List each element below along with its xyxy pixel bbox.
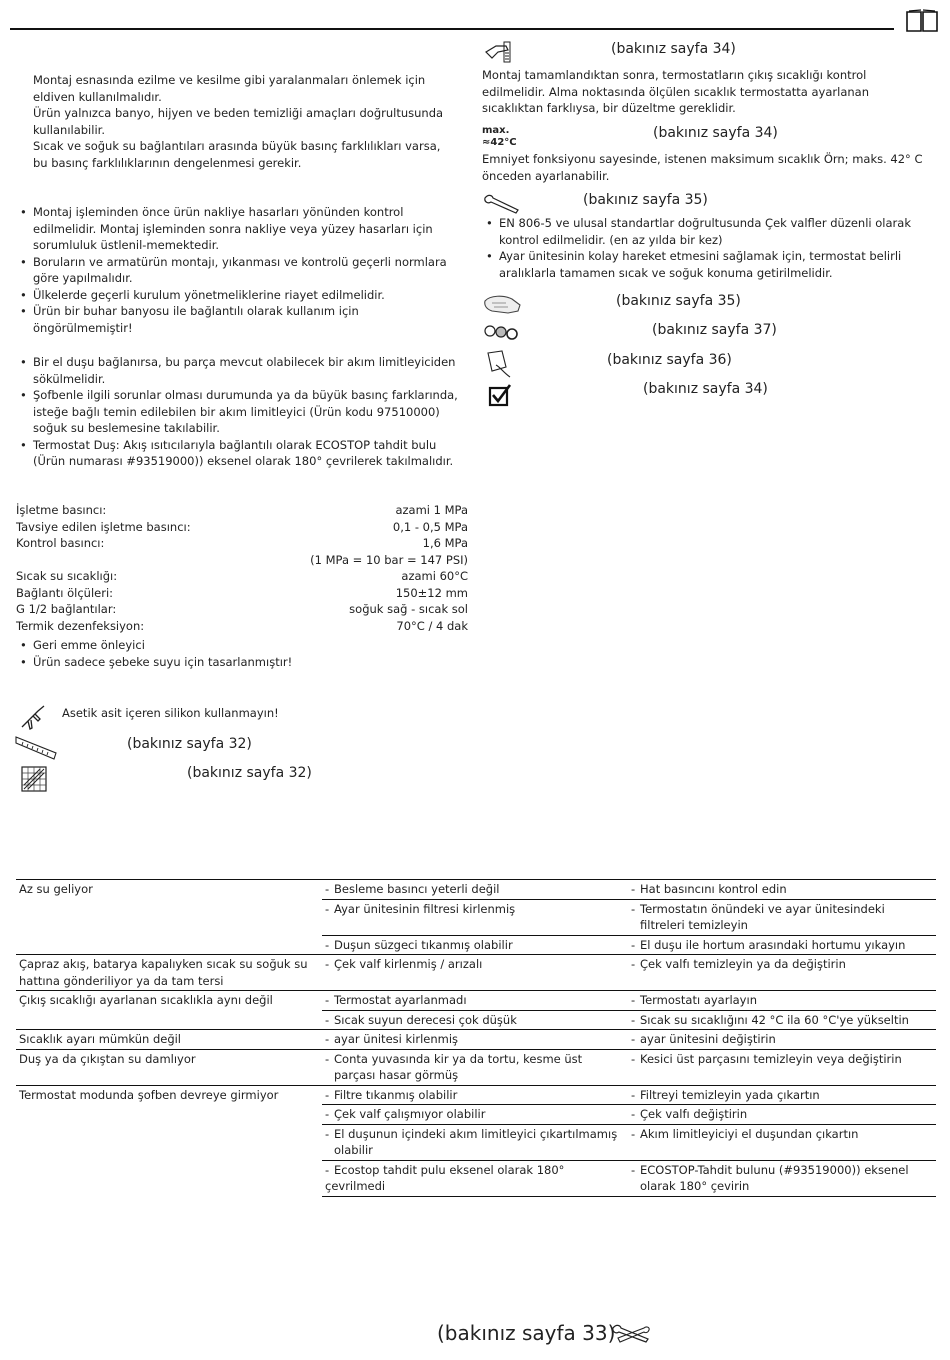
header-rule [10,28,894,30]
table-row [16,1030,936,1050]
spare-parts-icon [482,321,522,343]
spec-row [16,568,468,585]
max-temp-label [482,125,532,149]
fix-cell: - Filtreyi temizleyin yada çıkartın [628,1085,936,1105]
template-grid-icon [20,765,48,793]
fix-cell: - Çek valfı temizleyin ya da değiştirin [628,955,936,991]
page-ref: (bakınız sayfa 34) [653,125,778,141]
max-label: max. [482,125,510,136]
list-item: • EN 806-5 ve ulusal standartlar doğrultusunda Çek valfler düzenli olarak kontrol edilmelidir. (en az yılda bir kez) [482,215,934,248]
spec-row [16,519,468,536]
troubleshooting-table [16,879,936,1197]
cause-cell: - Ayar ünitesinin filtresi kirlenmiş [322,899,628,935]
spec-label: Kontrol basıncı: [16,536,105,550]
list-item: • Termostat Duş: Akış ısıtıcılarıyla bağlantılı olarak ECOSTOP tahdit bulu (Ürün numarası #93519000)) eksenel olarak 180° çevrilerek takılmalıdır. [16,437,458,470]
fix-cell: - El duşu ile hortum arasındaki hortumu yıkayın [628,935,936,955]
fix-cell: - Termostatı ayarlayın [628,991,936,1011]
fix-cell: - Çek valfı değiştirin [628,1105,936,1125]
page-ref: (bakınız sayfa 34) [611,41,736,57]
fix-cell: - Sıcak su sıcaklığını 42 °C ila 60 °C'ye yükseltin [628,1010,936,1030]
list-item: • Geri emme önleyici [16,637,458,654]
page-ref: (bakınız sayfa 36) [607,352,732,368]
spec-value: 1,6 MPa [422,536,468,550]
safety-note: Sıcak ve soğuk su bağlantıları arasında büyük basınç farklılıkları varsa, bu basınç farklılıklarının dengelenmesi gerekir. [33,139,441,170]
spec-label: Termik dezenfeksiyon: [16,618,145,633]
book-icon [905,8,939,34]
spec-label: G 1/2 bağlantılar: [16,602,117,616]
spec-value: 0,1 - 0,5 MPa [392,519,468,534]
problem-cell: Çapraz akış, batarya kapalıyken sıcak su soğuk su hattına gönderiliyor ya da tam tersi [16,955,322,991]
safety-note: Ürün yalnızca banyo, hijyen ve beden temizliği amaçları doğrultusunda kullanılabilir. [33,106,444,137]
maintenance-notes [482,215,934,281]
fix-cell: - Kesici üst parçasını temizleyin veya değiştirin [628,1049,936,1085]
spec-value: soğuk sağ - sıcak sol [349,602,468,616]
table-row [16,955,936,991]
spec-row [16,552,468,569]
spec-row [16,618,468,635]
footer-page-ref: (bakınız sayfa 33) [437,1321,616,1345]
cause-cell: - Sıcak suyun derecesi çok düşük [322,1010,628,1030]
spec-row [16,585,468,602]
spec-value: (1 MPa = 10 bar = 147 PSI) [310,552,468,567]
test-certificate-icon [482,349,516,379]
fix-cell: - Akım limitleyiciyi el duşundan çıkartın [628,1124,936,1160]
spec-value: azami 1 MPa [395,503,468,517]
list-item: • Ürün sadece şebeke suyu için tasarlanmıştır! [16,654,458,671]
silicone-gun-icon [18,703,48,731]
install-notes [16,204,458,336]
cause-cell: - Duşun süzgeci tıkanmış olabilir [322,935,628,955]
temp-check-text: Montaj tamamlandıktan sonra, termostatların çıkış sıcaklığı kontrol edilmelidir. Alma noktasında ölçülen sıcaklık termostatta ayarlanan sıcaklıktan farklıysa, bir düzeltme gereklidir. [482,68,869,115]
page-ref: (bakınız sayfa 37) [652,322,777,338]
ruler-icon [14,735,58,761]
spec-value: 150±12 mm [395,585,468,600]
list-item: • Bir el duşu bağlanırsa, bu parça mevcut olabilecek bir akım limitleyiciden sökülmelidir. [16,354,458,387]
cause-cell: - Conta yuvasında kir ya da tortu, kesme üst parçası hasar görmüş [322,1049,628,1085]
spec-row [16,601,468,618]
page-ref: (bakınız sayfa 34) [643,381,768,397]
wrench-icon [610,1322,652,1346]
safety-notes [33,72,458,171]
cause-cell: - Termostat ayarlanmadı [322,991,628,1011]
cause-cell: - Filtre tıkanmış olabilir [322,1085,628,1105]
checkbox-check-icon [488,383,512,407]
flow-notes [16,354,458,470]
fix-cell: - ECOSTOP-Tahdit bulunu (#93519000)) eksenel olarak 180° çevirin [628,1160,936,1196]
silicone-note: Asetik asit içeren silikon kullanmayın! [62,706,279,720]
list-item: • Ayar ünitesinin kolay hareket etmesini sağlamak için, termostat belirli aralıklarla tamamen sıcak ve soğuk konuma getirilmelidir. [482,248,934,281]
safety-note: Montaj esnasında ezilme ve kesilme gibi yaralanmaları önlemek için eldiven kullanılmalıdır. [33,73,426,104]
spec-value: 70°C / 4 dak [396,618,468,633]
hand-cleaning-icon [482,291,522,317]
spec-value: azami 60°C [401,569,468,583]
problem-cell: Az su geliyor [16,880,322,955]
cause-cell: - Besleme basıncı yeterli değil [322,880,628,900]
table-row [16,880,936,900]
max-temp-value: ≈42°C [482,137,517,148]
table-row [16,1049,936,1085]
fix-cell: - ayar ünitesini değiştirin [628,1030,936,1050]
cause-cell: - Çek valf çalışmıyor olabilir [322,1105,628,1125]
table-row [16,1085,936,1105]
problem-cell: Çıkış sıcaklığı ayarlanan sıcaklıkla aynı değil [16,991,322,1030]
spec-label: Tavsiye edilen işletme basıncı: [16,519,191,534]
cause-cell: - Çek valf kirlenmiş / arızalı [322,955,628,991]
list-item: • Ürün bir buhar banyosu ile bağlantılı olarak kullanım için öngörülmemiştir! [16,303,458,336]
cause-cell: - ayar ünitesi kirlenmiş [322,1030,628,1050]
spec-label: Sıcak su sıcaklığı: [16,569,118,583]
page-ref: (bakınız sayfa 35) [583,192,708,208]
page-ref: (bakınız sayfa 32) [127,736,252,752]
list-item: • Ülkelerde geçerli kurulum yönetmeliklerine riayet edilmelidir. [16,287,458,304]
technical-specs [16,502,468,634]
cause-cell: - Ecostop tahdit pulu eksenel olarak 180° çevrilmedi [322,1160,628,1196]
fix-cell: - Hat basıncını kontrol edin [628,880,936,900]
wrench-icon [482,192,522,216]
list-item: • Şofbenle ilgili sorunlar olması durumunda ya da büyük basınç farklarında, isteğe bağlı temin edilebilen bir akım limitleyici (Ürün kodu 97510000) soğuk su beslemesine takılabilir. [16,387,458,437]
problem-cell: Duş ya da çıkıştan su damlıyor [16,1049,322,1085]
problem-cell: Termostat modunda şofben devreye girmiyor [16,1085,322,1196]
cause-cell: - El duşunun içindeki akım limitleyici çıkartılmamış olabilir [322,1124,628,1160]
thermometer-hand-icon [482,38,516,66]
list-item: • Montaj işleminden önce ürün nakliye hasarları yönünden kontrol edilmelidir. Montaj işleminden sonra nakliye veya yüzey hasarları için sorumluluk üstlenil-memektedir. [16,204,458,254]
spec-bullets [16,637,458,670]
spec-label: Bağlantı ölçüleri: [16,585,114,600]
fix-cell: - Termostatın önündeki ve ayar ünitesindeki filtreleri temizleyin [628,899,936,935]
spec-row [16,502,468,519]
safety-function-text: Emniyet fonksiyonu sayesinde, istenen maksimum sıcaklık Örn; maks. 42° C önceden ayarlanabilir. [482,152,923,183]
table-row [16,991,936,1011]
list-item: • Boruların ve armatürün montajı, yıkanması ve kontrolü geçerli normlara göre yapılmalıdır. [16,254,458,287]
page-ref: (bakınız sayfa 32) [187,765,312,781]
spec-row [16,535,468,552]
page-ref: (bakınız sayfa 35) [616,293,741,309]
problem-cell: Sıcaklık ayarı mümkün değil [16,1030,322,1050]
spec-label: İşletme basıncı: [16,503,107,517]
